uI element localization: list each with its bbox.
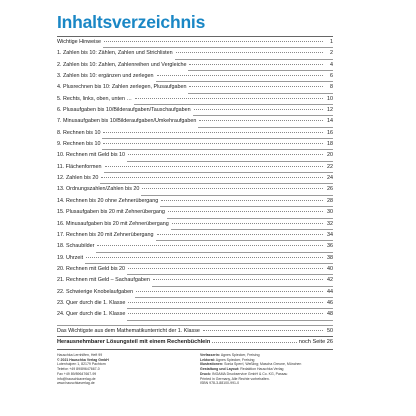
dot-leader [157, 230, 324, 235]
toc-entry-page: 10 [327, 95, 333, 102]
toc-entry-page: 14 [327, 118, 333, 125]
dot-leader [203, 326, 323, 331]
toc-entry [57, 241, 333, 252]
toc-entry-page: 4 [330, 61, 333, 68]
dot-leader [194, 105, 323, 110]
toc-entry-page: 2 [330, 50, 333, 57]
toc-entry-page: 20 [327, 152, 333, 159]
toc-entry-page: 44 [327, 288, 333, 295]
imprint-line: www.hauschkaverlag.de [57, 381, 95, 386]
dot-leader [153, 275, 323, 280]
credit-value: Sonia Sperrl, Weßling; Mascha Greune, München [224, 362, 302, 367]
toc-entry [57, 128, 333, 139]
toc-entry-label: 20. Rechnen mit Geld bis 20 [57, 264, 127, 275]
toc-entry-page: 24 [327, 175, 333, 182]
toc-entry-label: 9. Rechnen bis 10 [57, 139, 102, 150]
toc-entry [57, 139, 333, 150]
toc-entry [57, 253, 333, 264]
toc-entry-label: Das Wichtigste aus dem Mathematikunterricht der 1. Klasse [57, 326, 202, 337]
toc-entry [57, 230, 333, 241]
footer-rule-bottom [57, 349, 333, 350]
toc-entry [57, 162, 333, 173]
toc-entry-page: 1 [330, 39, 333, 45]
toc-entry-page: 22 [327, 163, 333, 170]
toc-entry-label: 1. Zahlen bis 10: Zählen, Zahlen und Strichlisten [57, 48, 175, 59]
toc-entry-label: 22. Schwierige Knobelaufgaben [57, 287, 135, 298]
toc-entry [57, 94, 333, 105]
dot-leader [199, 116, 323, 121]
toc-entry-label: 10. Rechnen mit Geld bis 10 [57, 150, 127, 161]
toc-entry [57, 150, 333, 161]
toc-entry [57, 71, 333, 82]
dot-leader [136, 287, 323, 292]
toc-entry [57, 219, 333, 230]
credit-value: Redaktion Hauschka Verlag [240, 367, 284, 372]
toc-entry-page: 38 [327, 254, 333, 261]
dot-leader [128, 309, 323, 314]
page-title: Inhaltsverzeichnis [57, 12, 206, 32]
toc-entry-page: 12 [327, 107, 333, 114]
toc-entry [57, 196, 333, 207]
dot-leader [189, 82, 323, 87]
table-of-contents [57, 36, 333, 337]
imprint-publisher [57, 353, 157, 386]
toc-entry-label: 12. Zahlen bis 20 [57, 173, 100, 184]
dot-leader [128, 150, 323, 155]
dot-leader [103, 139, 323, 144]
toc-entry [57, 48, 333, 59]
toc-entry-label: 18. Schaubilder [57, 241, 96, 252]
toc-entry [57, 298, 333, 309]
credit-value: INGAMA Druckservice GmbH & Co. KG, Passau [212, 371, 288, 376]
toc-entry-page: 30 [327, 209, 333, 216]
toc-entry-label: 14. Rechnen bis 20 ohne Zehnerübergang [57, 196, 160, 207]
toc-entry-page: 16 [327, 129, 333, 136]
toc-entry-page: 46 [327, 299, 333, 306]
solutions-line [57, 339, 333, 345]
toc-entry-page: 42 [327, 277, 333, 284]
toc-entry-label: 19. Uhrzeit [57, 253, 85, 264]
toc-entry-page: 6 [330, 73, 333, 80]
toc-entry [57, 287, 333, 298]
toc-entry-page: 26 [327, 186, 333, 193]
credit-line: Printed in Germany, Alle Rechte vorbehalten. [200, 376, 270, 381]
toc-entry-label: 3. Zahlen bis 10: ergänzen und zerlegen [57, 71, 156, 82]
dot-leader [104, 37, 323, 42]
toc-entry-label: 13. Ordnungszahlen/Zahlen bis 20 [57, 184, 141, 195]
toc-entry-page: 28 [327, 197, 333, 204]
toc-entry-label: 24. Quer durch die 1. Klasse [57, 309, 127, 320]
dot-leader [97, 241, 323, 246]
toc-entry-label: Wichtige Hinweise [57, 37, 103, 48]
credit-label: Lektorat: [200, 357, 215, 362]
toc-entry-label: 8. Rechnen bis 10 [57, 128, 102, 139]
dot-leader [86, 253, 323, 258]
credit-label: Gestaltung und Layout: [200, 367, 240, 372]
toc-entry-label: 16. Minusaufgaben bis 20 mit Zehnerübergang [57, 219, 171, 230]
imprint-line: Telefon +49 89/89647667-0 [57, 367, 100, 372]
imprint-line: Hauschka Lernhilfen, Heft 99 [57, 353, 103, 357]
toc-entry [57, 207, 333, 218]
isbn: ISBN 978-3-88100-991-0 [200, 381, 240, 386]
dot-leader [189, 60, 323, 65]
toc-entry-label: 5. Rechts, links, oben, unten … [57, 94, 134, 105]
dot-leader [128, 264, 323, 269]
dot-leader [135, 94, 323, 99]
imprint-line: info@hauschkaverlag.de [57, 376, 96, 381]
toc-entry [57, 173, 333, 184]
credit-value: Agnes Spiecker, Freising [215, 357, 255, 362]
toc-entry [57, 275, 333, 286]
toc-entry-page: 8 [330, 84, 333, 91]
toc-entry-label: 21. Rechnen mit Geld – Sachaufgaben [57, 275, 152, 286]
credit-label: Druck: [200, 371, 212, 376]
toc-entry-page: 34 [327, 231, 333, 238]
toc-entry [57, 309, 333, 320]
imprint-line: © 2021 Hauschka Verlag GmbH [57, 357, 109, 362]
toc-entry-label: 2. Zahlen bis 10: Zahlen, Zahlenreihen und Vergleiche [57, 60, 188, 71]
dot-leader [103, 128, 323, 133]
toc-entry-label: 6. Plusaufgaben bis 10/Bilderaufgaben/Tauschaufgaben [57, 105, 193, 116]
dot-leader [157, 71, 324, 76]
toc-entry-label: 11. Flächenformen [57, 162, 104, 173]
toc-entry-page: 50 [327, 327, 333, 334]
toc-entry-page: 36 [327, 243, 333, 250]
toc-entry [57, 82, 333, 93]
toc-entry [57, 264, 333, 275]
toc-entry-label: 4. Plusrechnen bis 10: Zahlen zerlegen, Plusaufgaben [57, 82, 188, 93]
dot-leader [142, 184, 323, 189]
imprint-line: Fax +49 89/89647667-99 [57, 371, 97, 376]
toc-entry [57, 60, 333, 71]
toc-entry-label: 7. Minusaufgaben bis 10/Bilderaufgaben/Umkehraufgaben [57, 116, 198, 127]
solutions-label: Herausnehmbarer Lösungsteil mit einem Rechenbüchlein [57, 339, 211, 345]
toc-entry-label: 15. Plusaufgaben bis 20 mit Zehnerübergang [57, 207, 167, 218]
toc-entry [57, 105, 333, 116]
toc-entry-page: 48 [327, 311, 333, 318]
toc-entry [57, 184, 333, 195]
credit-value: Agnes Spiecker, Freising [220, 353, 260, 357]
dot-leader [176, 48, 323, 53]
dot-leader [212, 339, 297, 343]
dot-leader [105, 162, 323, 167]
dot-leader [172, 219, 323, 224]
toc-entry-label: 17. Rechnen bis 20 mit Zehnerübergang [57, 230, 156, 241]
toc-entry [57, 116, 333, 127]
footer-rule-top [57, 336, 333, 337]
toc-entry [57, 37, 333, 48]
toc-entry-page: 40 [327, 265, 333, 272]
dot-leader [101, 173, 323, 178]
toc-entry-label: 23. Quer durch die 1. Klasse [57, 298, 127, 309]
imprint-line: Lotenhulpen 1, 82179 Pachtorn [57, 362, 106, 367]
dot-leader [161, 196, 323, 201]
dot-leader [128, 298, 323, 303]
dot-leader [168, 207, 323, 212]
credit-label: Verfasserin: [200, 353, 221, 357]
toc-entry-page: 18 [327, 141, 333, 148]
credit-label: Illustrationen: [200, 362, 224, 367]
solutions-page: noch Seite 26 [298, 339, 333, 345]
toc-entry-page: 32 [327, 220, 333, 227]
imprint-credits [200, 353, 340, 386]
